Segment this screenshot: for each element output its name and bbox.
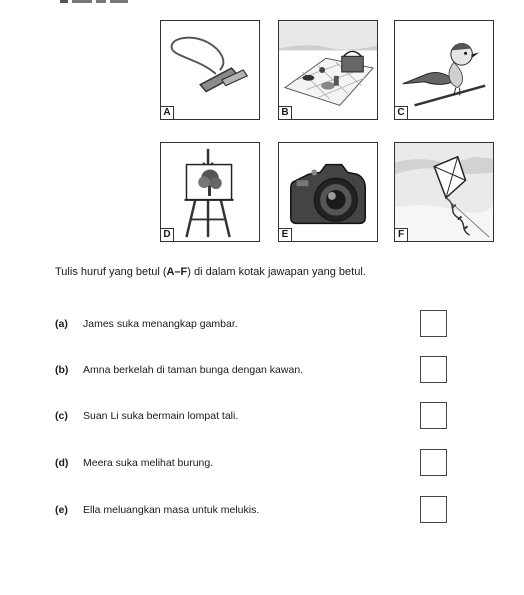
tile-label: F bbox=[395, 228, 408, 241]
picture-tile-f[interactable] bbox=[394, 142, 494, 242]
question-row-c bbox=[55, 402, 455, 432]
question-text: Meera suka melihat burung. bbox=[83, 457, 214, 469]
question-text: Suan Li suka bermain lompat tali. bbox=[83, 410, 239, 422]
kite-icon bbox=[395, 143, 493, 241]
tile-label: A bbox=[161, 106, 174, 119]
tile-label: B bbox=[279, 106, 292, 119]
bird-icon bbox=[395, 21, 493, 119]
cropped-text-fragment bbox=[60, 0, 140, 4]
question-text: James suka menangkap gambar. bbox=[83, 318, 238, 330]
answer-box-e[interactable] bbox=[420, 496, 447, 523]
question-letter: (d) bbox=[55, 457, 69, 469]
tile-label: E bbox=[279, 228, 292, 241]
question-letter: (a) bbox=[55, 318, 68, 330]
question-row-e bbox=[55, 496, 455, 526]
instruction-after: ) di dalam kotak jawapan yang betul. bbox=[187, 266, 366, 278]
question-letter: (b) bbox=[55, 364, 69, 376]
lanyard-icon bbox=[161, 21, 259, 119]
picture-tile-d[interactable] bbox=[160, 142, 260, 242]
question-letter: (e) bbox=[55, 504, 68, 516]
question-row-b bbox=[55, 356, 455, 386]
picnic-icon bbox=[279, 21, 377, 119]
question-row-d bbox=[55, 449, 455, 479]
question-text: Ella meluangkan masa untuk melukis. bbox=[83, 504, 260, 516]
camera-icon bbox=[279, 143, 377, 241]
answer-box-b[interactable] bbox=[420, 356, 447, 383]
tile-label: D bbox=[161, 228, 174, 241]
question-row-a bbox=[55, 310, 455, 340]
picture-tile-a[interactable] bbox=[160, 20, 260, 120]
answer-box-d[interactable] bbox=[420, 449, 447, 476]
picture-tile-b[interactable] bbox=[278, 20, 378, 120]
tile-label: C bbox=[395, 106, 408, 119]
picture-tile-e[interactable] bbox=[278, 142, 378, 242]
question-letter: (c) bbox=[55, 410, 68, 422]
picture-tile-c[interactable] bbox=[394, 20, 494, 120]
question-text: Amna berkelah di taman bunga dengan kawan. bbox=[83, 364, 304, 376]
instruction-range: A–F bbox=[166, 266, 188, 278]
answer-box-a[interactable] bbox=[420, 310, 447, 337]
instruction-text bbox=[55, 266, 366, 278]
instruction-before: Tulis huruf yang betul ( bbox=[55, 266, 167, 278]
easel-icon bbox=[161, 143, 259, 241]
answer-box-c[interactable] bbox=[420, 402, 447, 429]
